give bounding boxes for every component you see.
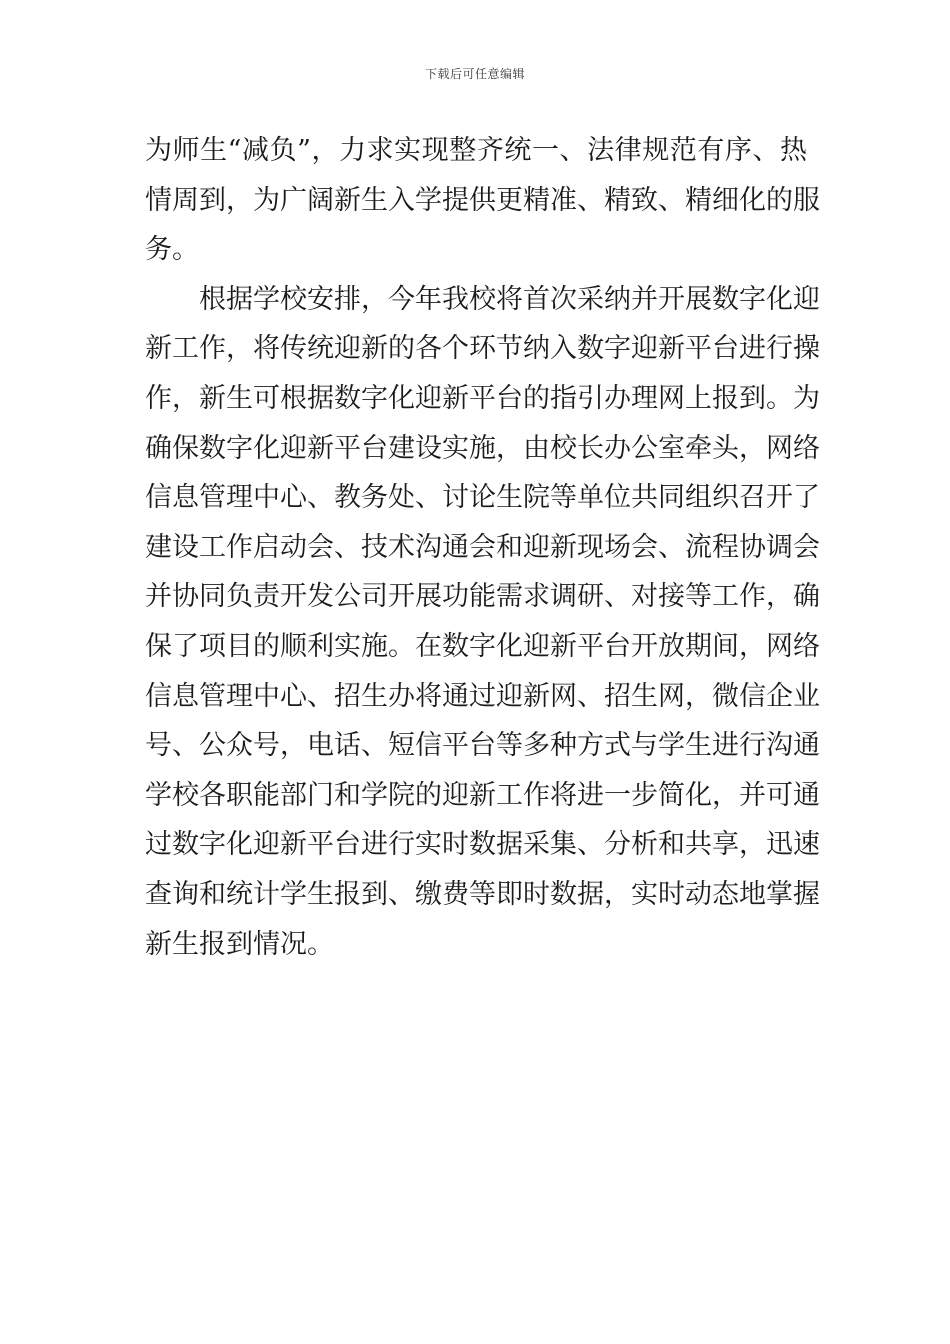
- text-line: 确保数字化迎新平台建设实施，由校长办公室牵头，网络: [145, 432, 820, 464]
- text-line: 建设工作启动会、技术沟通会和迎新现场会、流程协调会: [145, 531, 820, 563]
- text-line: 新工作，将传统迎新的各个环节纳入数字迎新平台进行操: [145, 333, 820, 365]
- text-line: 信息管理中心、招生办将通过迎新网、招生网，微信企业: [145, 680, 820, 712]
- text-line: 新生报到情况。: [145, 928, 334, 960]
- text-line: 过数字化迎新平台进行实时数据采集、分析和共享，迅速: [145, 829, 820, 861]
- paragraph-2: [145, 275, 820, 969]
- text-line: 根据学校安排，今年我校将首次采纳并开展数字化迎: [199, 283, 820, 315]
- text-line: 为师生“减负”，力求实现整齐统一、法律规范有序、热: [145, 135, 807, 166]
- text-line: 情周到，为广阔新生入学提供更精准、精致、精细化的服: [145, 184, 820, 216]
- text-line: 查询和统计学生报到、缴费等即时数据，实时动态地掌握: [145, 878, 820, 910]
- paragraph-1: [145, 126, 820, 275]
- page-header-note: 下载后可任意编辑: [424, 67, 525, 81]
- text-line: 务。: [145, 234, 199, 266]
- text-line: 保了项目的顺利实施。在数字化迎新平台开放期间，网络: [145, 630, 820, 662]
- text-line: 号、公众号，电话、短信平台等多种方式与学生进行沟通: [145, 730, 820, 762]
- text-line: 并协同负责开发公司开展功能需求调研、对接等工作，确: [145, 581, 820, 613]
- text-line: 学校各职能部门和学院的迎新工作将进一步简化，并可通: [145, 779, 820, 811]
- text-line: 作，新生可根据数字化迎新平台的指引办理网上报到。为: [145, 382, 820, 414]
- text-line: 信息管理中心、教务处、讨论生院等单位共同组织召开了: [145, 482, 820, 514]
- document-body: [145, 126, 820, 969]
